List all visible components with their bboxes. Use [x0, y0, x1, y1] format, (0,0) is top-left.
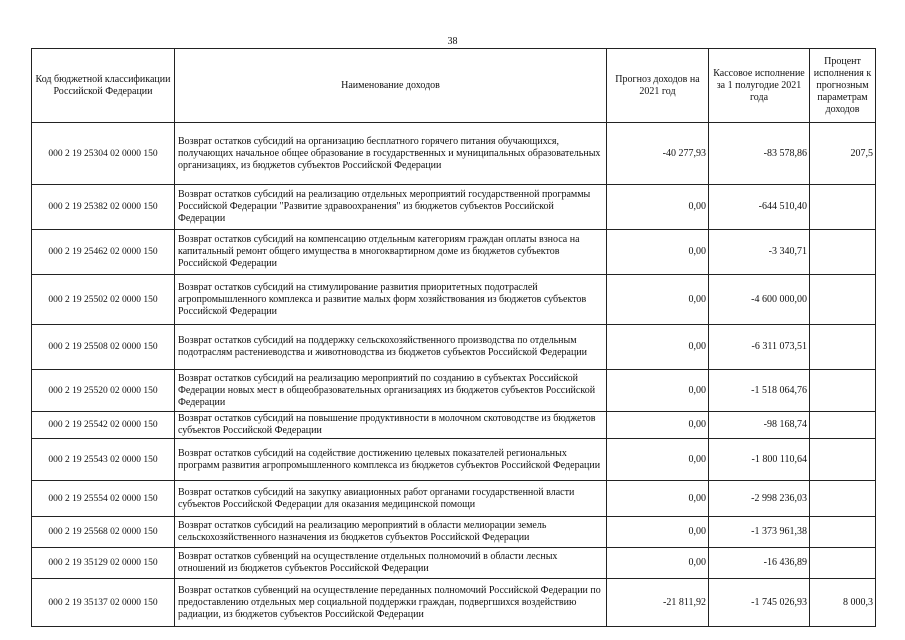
- row-cash: -16 436,89: [709, 548, 810, 579]
- row-name: Возврат остатков субсидий на реализацию мероприятий в области мелиорации земель сельскохозяйственного назначения из бюджетов субъектов Российской Федерации: [175, 517, 607, 548]
- table-body: [32, 123, 876, 627]
- row-code: 000 2 19 25568 02 0000 150: [32, 517, 175, 548]
- row-code: 000 2 19 25520 02 0000 150: [32, 370, 175, 412]
- row-percent: [810, 325, 876, 370]
- table-row: [32, 439, 876, 481]
- row-forecast: 0,00: [607, 481, 709, 517]
- row-forecast: 0,00: [607, 439, 709, 481]
- row-name: Возврат остатков субсидий на реализацию отдельных мероприятий государственной программы Российской Федерации "Развитие здравоохранения" из бюджетов субъектов Российской Федерации: [175, 185, 607, 230]
- header-forecast: Прогноз доходов на 2021 год: [607, 49, 709, 123]
- row-percent: [810, 548, 876, 579]
- header-percent: Процент исполнения к прогнозным параметрам доходов: [810, 49, 876, 123]
- row-percent: [810, 230, 876, 275]
- row-name: Возврат остатков субсидий на повышение продуктивности в молочном скотоводстве из бюджетов субъектов Российской Федерации: [175, 412, 607, 439]
- row-name: Возврат остатков субсидий на компенсацию отдельным категориям граждан оплаты взноса на капитальный ремонт общего имущества в многоквартирном доме из бюджетов субъектов Российской Федерации: [175, 230, 607, 275]
- row-cash: -1 373 961,38: [709, 517, 810, 548]
- row-name: Возврат остатков субсидий на организацию бесплатного горячего питания обучающихся, получающих начальное общее образование в государственных и муниципальных образовательных организациях, из бюджетов субъектов Российской Федерации: [175, 123, 607, 185]
- header-name: Наименование доходов: [175, 49, 607, 123]
- table-row: [32, 325, 876, 370]
- row-forecast: -21 811,92: [607, 579, 709, 627]
- row-code: 000 2 19 25554 02 0000 150: [32, 481, 175, 517]
- table-row: [32, 548, 876, 579]
- row-cash: -3 340,71: [709, 230, 810, 275]
- table-row: [32, 275, 876, 325]
- table-row: [32, 517, 876, 548]
- table-row: [32, 185, 876, 230]
- row-name: Возврат остатков субвенций на осуществление отдельных полномочий в области лесных отношений из бюджетов субъектов Российской Федерации: [175, 548, 607, 579]
- row-name: Возврат остатков субсидий на содействие достижению целевых показателей региональных программ развития агропромышленного комплекса из бюджетов субъектов Российской Федерации: [175, 439, 607, 481]
- row-name: Возврат остатков субсидий на поддержку сельскохозяйственного производства по отдельным подотраслям растениеводства и животноводства из бюджетов субъектов Российской Федерации: [175, 325, 607, 370]
- row-cash: -83 578,86: [709, 123, 810, 185]
- table-row: [32, 230, 876, 275]
- table-row: [32, 579, 876, 627]
- row-name: Возврат остатков субсидий на закупку авиационных работ органами государственной власти субъектов Российской Федерации для оказания медицинской помощи: [175, 481, 607, 517]
- row-percent: [810, 481, 876, 517]
- row-code: 000 2 19 25502 02 0000 150: [32, 275, 175, 325]
- row-cash: -1 745 026,93: [709, 579, 810, 627]
- header-code: Код бюджетной классификации Российской Федерации: [32, 49, 175, 123]
- row-percent: [810, 275, 876, 325]
- row-forecast: 0,00: [607, 230, 709, 275]
- row-code: 000 2 19 35129 02 0000 150: [32, 548, 175, 579]
- row-name: Возврат остатков субвенций на осуществление переданных полномочий Российской Федерации по предоставлению отдельных мер социальной поддержки граждан, подвергшихся воздействию радиации, из бюджетов субъектов Российской Федерации: [175, 579, 607, 627]
- row-forecast: 0,00: [607, 185, 709, 230]
- row-code: 000 2 19 25462 02 0000 150: [32, 230, 175, 275]
- row-name: Возврат остатков субсидий на реализацию мероприятий по созданию в субъектах Российской Федерации новых мест в общеобразовательных организациях из бюджетов субъектов Российской Федерации: [175, 370, 607, 412]
- row-cash: -2 998 236,03: [709, 481, 810, 517]
- row-cash: -6 311 073,51: [709, 325, 810, 370]
- row-percent: 8 000,3: [810, 579, 876, 627]
- row-code: 000 2 19 25543 02 0000 150: [32, 439, 175, 481]
- table-row: [32, 412, 876, 439]
- table-row: [32, 123, 876, 185]
- row-forecast: -40 277,93: [607, 123, 709, 185]
- row-cash: -1 518 064,76: [709, 370, 810, 412]
- row-cash: -644 510,40: [709, 185, 810, 230]
- table-header-row: [32, 49, 876, 123]
- row-forecast: 0,00: [607, 370, 709, 412]
- row-code: 000 2 19 25508 02 0000 150: [32, 325, 175, 370]
- income-table: [31, 48, 876, 627]
- row-percent: 207,5: [810, 123, 876, 185]
- row-forecast: 0,00: [607, 325, 709, 370]
- row-percent: [810, 412, 876, 439]
- row-cash: -4 600 000,00: [709, 275, 810, 325]
- row-percent: [810, 370, 876, 412]
- row-code: 000 2 19 25542 02 0000 150: [32, 412, 175, 439]
- table-row: [32, 481, 876, 517]
- row-forecast: 0,00: [607, 517, 709, 548]
- row-percent: [810, 185, 876, 230]
- row-cash: -1 800 110,64: [709, 439, 810, 481]
- row-code: 000 2 19 35137 02 0000 150: [32, 579, 175, 627]
- row-forecast: 0,00: [607, 275, 709, 325]
- row-cash: -98 168,74: [709, 412, 810, 439]
- header-cash: Кассовое исполнение за 1 полугодие 2021 года: [709, 49, 810, 123]
- row-forecast: 0,00: [607, 548, 709, 579]
- row-percent: [810, 439, 876, 481]
- row-code: 000 2 19 25304 02 0000 150: [32, 123, 175, 185]
- row-forecast: 0,00: [607, 412, 709, 439]
- row-percent: [810, 517, 876, 548]
- row-name: Возврат остатков субсидий на стимулирование развития приоритетных подотраслей агропромышленного комплекса и развитие малых форм хозяйствования из бюджетов субъектов Российской Федерации: [175, 275, 607, 325]
- table-row: [32, 370, 876, 412]
- row-code: 000 2 19 25382 02 0000 150: [32, 185, 175, 230]
- page-number: 38: [447, 36, 458, 47]
